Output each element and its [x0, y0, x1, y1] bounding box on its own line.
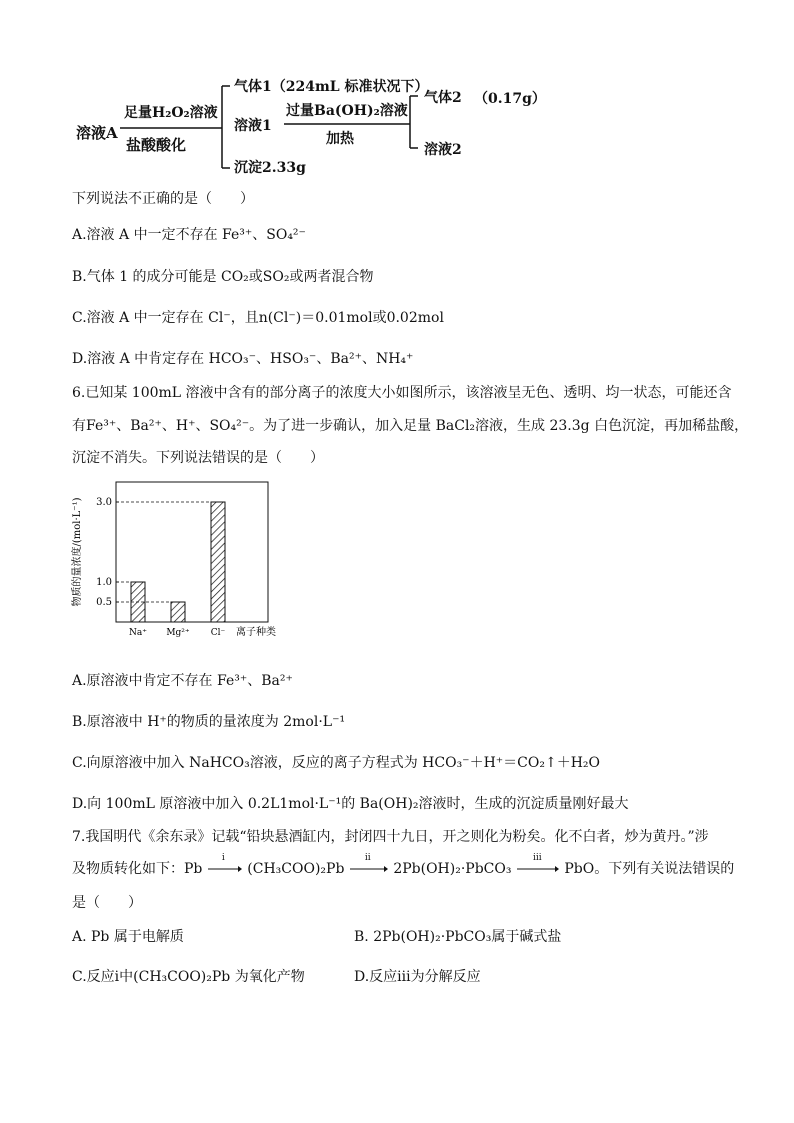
q7-label-iii: iii — [532, 853, 542, 863]
chart-y-tick-1: 1.0 — [96, 577, 112, 588]
q7-mid1: (CH₃COO)₂Pb — [247, 861, 345, 877]
chart-y-tick-2: 3.0 — [96, 497, 112, 508]
flow-solution2: 溶液2 — [424, 142, 462, 158]
chart-bar-1 — [171, 602, 185, 622]
q7-option-d: D.反应ⅲ为分解反应 — [354, 969, 481, 985]
q6-option-b: B.原溶液中 H⁺的物质的量浓度为 2mol·L⁻¹ — [72, 714, 346, 730]
q6-stem-line3: 沉淀不消失。下列说法错误的是（ ） — [72, 450, 324, 466]
q5-option-b: B.气体 1 的成分可能是 CO₂或SO₂或两者混合物 — [72, 269, 374, 285]
q5-stem: 下列说法不正确的是（ ） — [72, 191, 254, 207]
q7-arrow-i — [207, 853, 243, 876]
chart-x-tick-0: Na⁺ — [129, 628, 147, 638]
chart-svg — [70, 478, 300, 648]
q7-stem-line1: 7.我国明代《余东录》记载“铅块悬酒缸内，封闭四十九日，开之则化为粉矣。化不白者，炒为黄丹。”涉 — [72, 829, 709, 845]
q7-label-i: i — [221, 853, 225, 863]
q7-option-a: A. Pb 属于电解质 — [72, 929, 184, 945]
q7-arrow-iii — [516, 853, 560, 876]
q7-stem-pre: 及物质转化如下：Pb — [72, 861, 203, 877]
flow-gas1: 气体1（224mL 标准状况下） — [234, 79, 429, 95]
flow-arrow2-top: 过量Ba(OH)₂溶液 — [286, 103, 408, 119]
flow-arrow1-top: 足量H₂O₂溶液 — [124, 105, 218, 121]
q5-option-d: D.溶液 A 中肯定存在 HCO₃⁻、HSO₃⁻、Ba²⁺、NH₄⁺ — [72, 351, 414, 367]
chart-x-tick-1: Mg²⁺ — [166, 628, 190, 638]
chart-bar-2 — [211, 502, 225, 622]
q7-stem-line2 — [72, 853, 735, 878]
q7-end: PbO。下列有关说法错误的 — [564, 861, 735, 877]
q7-mid2: 2Pb(OH)₂·PbCO₃ — [393, 861, 512, 877]
chart-y-tick-0: 0.5 — [96, 597, 112, 608]
flow-solution1: 溶液1 — [234, 118, 272, 134]
q6-option-d: D.向 100mL 原溶液中加入 0.2L1mol·L⁻¹的 Ba(OH)₂溶液时，生成的沉淀质量刚好最大 — [72, 796, 629, 812]
q5-option-a: A.溶液 A 中一定不存在 Fe³⁺、SO₄²⁻ — [72, 227, 306, 243]
q7-option-c: C.反应ⅰ中(CH₃COO)₂Pb 为氧化产物 — [72, 969, 305, 985]
q7-label-ii: ii — [364, 853, 371, 863]
concentration-chart — [70, 478, 300, 648]
q7-stem-line3: 是（ ） — [72, 895, 142, 911]
q6-option-c: C.向原溶液中加入 NaHCO₃溶液，反应的离子方程式为 HCO₃⁻＋H⁺＝CO₂↑＋H₂O — [72, 755, 600, 771]
q6-stem-line2: 有Fe³⁺、Ba²⁺、H⁺、SO₄²⁻。为了进一步确认，加入足量 BaCl₂溶液，生成 23.3g 白色沉淀，再加稀盐酸， — [72, 418, 749, 434]
q6-stem-line1: 6.已知某 100mL 溶液中含有的部分离子的浓度大小如图所示，该溶液呈无色、透明、均一状态，可能还含 — [72, 385, 732, 401]
chart-x-label: 离子种类 — [236, 627, 276, 638]
chart-x-tick-2: Cl⁻ — [210, 628, 226, 638]
q5-option-c: C.溶液 A 中一定存在 Cl⁻，且n(Cl⁻)＝0.01mol或0.02mol — [72, 310, 444, 326]
q7-arrow-ii — [349, 853, 389, 876]
flow-gas2-mass: （0.17g） — [474, 91, 546, 107]
flow-precip: 沉淀2.33g — [234, 160, 306, 176]
chart-y-label: 物质的量浓度/(mol·L⁻¹) — [72, 497, 83, 607]
flow-arrow1-bottom: 盐酸酸化 — [126, 136, 187, 154]
flow-arrow2-bottom: 加热 — [326, 131, 354, 147]
flow-gas2: 气体2 — [424, 90, 462, 106]
flow-start: 溶液A — [76, 124, 118, 142]
q6-option-a: A.原溶液中肯定不存在 Fe³⁺、Ba²⁺ — [72, 673, 293, 689]
q7-option-b: B. 2Pb(OH)₂·PbCO₃属于碱式盐 — [354, 929, 562, 945]
